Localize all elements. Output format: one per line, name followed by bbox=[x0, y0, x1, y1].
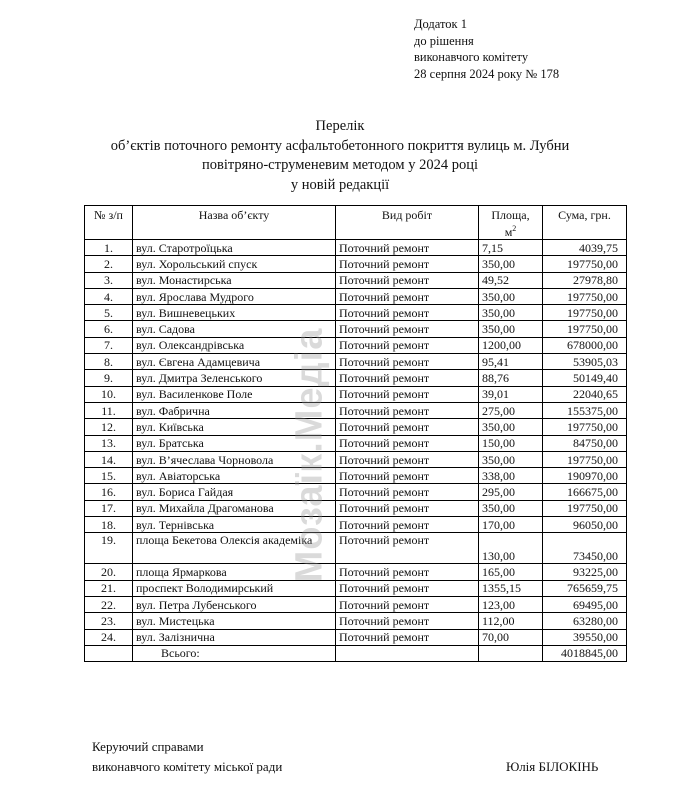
row-sum: 197750,00 bbox=[543, 419, 627, 435]
appendix-line: Додаток 1 bbox=[414, 17, 467, 31]
row-number: 8. bbox=[85, 354, 133, 370]
row-object-name: вул. Старотроїцька bbox=[133, 240, 336, 256]
row-object-name: вул. Тернівська bbox=[133, 517, 336, 533]
row-number: 2. bbox=[85, 256, 133, 272]
row-number: 7. bbox=[85, 337, 133, 353]
table-row bbox=[85, 580, 627, 596]
row-sum: 84750,00 bbox=[543, 435, 627, 451]
row-object-name: вул. Київська bbox=[133, 419, 336, 435]
row-number: 23. bbox=[85, 613, 133, 629]
row-object-name: вул. Олександрівська bbox=[133, 337, 336, 353]
row-work-type: Поточний ремонт bbox=[336, 370, 479, 386]
header-area-sup: 2 bbox=[512, 224, 517, 233]
row-area: 350,00 bbox=[479, 451, 543, 467]
row-number: 18. bbox=[85, 517, 133, 533]
row-object-name: вул. Фабрична bbox=[133, 402, 336, 418]
row-sum: 4039,75 bbox=[543, 240, 627, 256]
row-area: 338,00 bbox=[479, 468, 543, 484]
header-area bbox=[479, 206, 543, 240]
row-number: 12. bbox=[85, 419, 133, 435]
row-object-name: вул. Дмитра Зеленського bbox=[133, 370, 336, 386]
appendix-line: до рішення bbox=[414, 33, 474, 48]
row-object-name: вул. Ярослава Мудрого bbox=[133, 288, 336, 304]
row-object-name: вул. Мистецька bbox=[133, 613, 336, 629]
row-work-type: Поточний ремонт bbox=[336, 613, 479, 629]
row-sum: 197750,00 bbox=[543, 451, 627, 467]
row-area: 1355,15 bbox=[479, 580, 543, 596]
row-sum: 765659,75 bbox=[543, 580, 627, 596]
row-area: 295,00 bbox=[479, 484, 543, 500]
table-row bbox=[85, 500, 627, 516]
row-sum: 96050,00 bbox=[543, 517, 627, 533]
table-row bbox=[85, 613, 627, 629]
row-area: 49,52 bbox=[479, 272, 543, 288]
table-row bbox=[85, 272, 627, 288]
row-area: 7,15 bbox=[479, 240, 543, 256]
row-sum: 197750,00 bbox=[543, 288, 627, 304]
row-area: 70,00 bbox=[479, 629, 543, 645]
row-area: 112,00 bbox=[479, 613, 543, 629]
appendix-line: 28 серпня 2024 року № 178 bbox=[414, 66, 560, 81]
row-number: 16. bbox=[85, 484, 133, 500]
table-header-row bbox=[85, 206, 627, 240]
total-row bbox=[85, 645, 627, 661]
table-row bbox=[85, 451, 627, 467]
row-sum: 197750,00 bbox=[543, 500, 627, 516]
row-sum: 155375,00 bbox=[543, 402, 627, 418]
row-sum: 27978,80 bbox=[543, 272, 627, 288]
table-row bbox=[85, 402, 627, 418]
appendix-block bbox=[414, 16, 559, 82]
row-area: 350,00 bbox=[479, 321, 543, 337]
watermark: Мозаїк.Медіа bbox=[288, 327, 331, 583]
row-number: 20. bbox=[85, 564, 133, 580]
row-area: 39,01 bbox=[479, 386, 543, 402]
header-sum: Сума, грн. bbox=[543, 206, 627, 240]
row-number: 14. bbox=[85, 451, 133, 467]
row-number: 5. bbox=[85, 305, 133, 321]
row-object-name: вул. Садова bbox=[133, 321, 336, 337]
row-sum: 678000,00 bbox=[543, 337, 627, 353]
row-number: 11. bbox=[85, 402, 133, 418]
row-area: 95,41 bbox=[479, 354, 543, 370]
table-row bbox=[85, 484, 627, 500]
row-sum: 22040,65 bbox=[543, 386, 627, 402]
signer-name: Юлія БІЛОКІНЬ bbox=[506, 759, 599, 774]
row-object-name: площа Бекетова Олексія академіка bbox=[133, 533, 336, 564]
row-work-type: Поточний ремонт bbox=[336, 240, 479, 256]
row-number: 24. bbox=[85, 629, 133, 645]
row-sum: 50149,40 bbox=[543, 370, 627, 386]
title-line: у новій редакції bbox=[290, 176, 390, 193]
table-row bbox=[85, 564, 627, 580]
row-sum: 39550,00 bbox=[543, 629, 627, 645]
table-row bbox=[85, 321, 627, 337]
row-object-name: вул. Хорольський спуск bbox=[133, 256, 336, 272]
table-row bbox=[85, 596, 627, 612]
total-sum: 4018845,00 bbox=[543, 645, 627, 661]
row-sum: 197750,00 bbox=[543, 256, 627, 272]
title-line: повітряно-струменевим методом у 2024 році bbox=[202, 157, 478, 173]
row-area: 130,00 bbox=[479, 533, 543, 564]
row-number: 4. bbox=[85, 288, 133, 304]
row-work-type: Поточний ремонт bbox=[336, 484, 479, 500]
row-area: 350,00 bbox=[479, 419, 543, 435]
table-body bbox=[85, 240, 627, 662]
table-row bbox=[85, 468, 627, 484]
row-area: 350,00 bbox=[479, 305, 543, 321]
row-object-name: вул. Братська bbox=[133, 435, 336, 451]
row-number: 9. bbox=[85, 370, 133, 386]
row-sum: 93225,00 bbox=[543, 564, 627, 580]
row-number: 15. bbox=[85, 468, 133, 484]
row-work-type: Поточний ремонт bbox=[336, 533, 479, 564]
row-work-type: Поточний ремонт bbox=[336, 468, 479, 484]
row-object-name: вул. Бориса Гайдая bbox=[133, 484, 336, 500]
row-number: 19. bbox=[85, 533, 133, 564]
row-object-name: вул. Залізнична bbox=[133, 629, 336, 645]
row-work-type: Поточний ремонт bbox=[336, 419, 479, 435]
table-row bbox=[85, 305, 627, 321]
header-name: Назва об’єкту bbox=[133, 206, 336, 240]
total-label: Всього: bbox=[133, 645, 336, 661]
row-work-type: Поточний ремонт bbox=[336, 402, 479, 418]
row-work-type: Поточний ремонт bbox=[336, 517, 479, 533]
table-row bbox=[85, 354, 627, 370]
row-work-type: Поточний ремонт bbox=[336, 500, 479, 516]
row-work-type: Поточний ремонт bbox=[336, 321, 479, 337]
row-number: 21. bbox=[85, 580, 133, 596]
row-sum: 197750,00 bbox=[543, 305, 627, 321]
total-work bbox=[336, 645, 479, 661]
row-number: 10. bbox=[85, 386, 133, 402]
row-object-name: вул. Василенкове Поле bbox=[133, 386, 336, 402]
row-area: 275,00 bbox=[479, 402, 543, 418]
table-row bbox=[85, 629, 627, 645]
row-work-type: Поточний ремонт bbox=[336, 629, 479, 645]
appendix-line: виконавчого комітету bbox=[414, 50, 529, 64]
row-work-type: Поточний ремонт bbox=[336, 596, 479, 612]
row-object-name: вул. Петра Лубенського bbox=[133, 596, 336, 612]
row-area: 170,00 bbox=[479, 517, 543, 533]
header-area-label: Площа, bbox=[491, 208, 530, 222]
header-area-unit: м bbox=[504, 225, 513, 239]
row-number: 1. bbox=[85, 240, 133, 256]
table-row bbox=[85, 419, 627, 435]
row-area: 1200,00 bbox=[479, 337, 543, 353]
table-row bbox=[85, 370, 627, 386]
row-work-type: Поточний ремонт bbox=[336, 435, 479, 451]
row-object-name: вул. Євгена Адамцевича bbox=[133, 354, 336, 370]
row-number: 13. bbox=[85, 435, 133, 451]
row-sum: 63280,00 bbox=[543, 613, 627, 629]
row-object-name: вул. Михайла Драгоманова bbox=[133, 500, 336, 516]
table-row bbox=[85, 435, 627, 451]
row-area: 123,00 bbox=[479, 596, 543, 612]
footer-line: виконавчого комітету міської ради bbox=[92, 759, 283, 774]
row-sum: 197750,00 bbox=[543, 321, 627, 337]
row-sum: 166675,00 bbox=[543, 484, 627, 500]
objects-table bbox=[84, 205, 627, 662]
row-work-type: Поточний ремонт bbox=[336, 337, 479, 353]
title-line: Перелік bbox=[315, 118, 365, 134]
row-object-name: вул. Вишневецьких bbox=[133, 305, 336, 321]
row-sum: 190970,00 bbox=[543, 468, 627, 484]
row-area: 165,00 bbox=[479, 564, 543, 580]
row-number: 6. bbox=[85, 321, 133, 337]
row-object-name: площа Ярмаркова bbox=[133, 564, 336, 580]
row-work-type: Поточний ремонт bbox=[336, 451, 479, 467]
row-area: 350,00 bbox=[479, 500, 543, 516]
table-row bbox=[85, 533, 627, 564]
row-number: 22. bbox=[85, 596, 133, 612]
table-row bbox=[85, 386, 627, 402]
row-area: 350,00 bbox=[479, 288, 543, 304]
row-work-type: Поточний ремонт bbox=[336, 288, 479, 304]
footer-line: Керуючий справами bbox=[92, 739, 204, 754]
row-object-name: вул. Авіаторська bbox=[133, 468, 336, 484]
row-sum: 69495,00 bbox=[543, 596, 627, 612]
table-row bbox=[85, 517, 627, 533]
row-work-type: Поточний ремонт bbox=[336, 354, 479, 370]
row-area: 150,00 bbox=[479, 435, 543, 451]
row-object-name: проспект Володимирський bbox=[133, 580, 336, 596]
row-object-name: вул. В’ячеслава Чорновола bbox=[133, 451, 336, 467]
table-row bbox=[85, 288, 627, 304]
row-object-name: вул. Монастирська bbox=[133, 272, 336, 288]
table-row bbox=[85, 337, 627, 353]
table-row bbox=[85, 240, 627, 256]
total-num bbox=[85, 645, 133, 661]
document-title bbox=[0, 117, 680, 195]
row-work-type: Поточний ремонт bbox=[336, 386, 479, 402]
row-sum: 53905,03 bbox=[543, 354, 627, 370]
row-area: 350,00 bbox=[479, 256, 543, 272]
row-work-type: Поточний ремонт bbox=[336, 580, 479, 596]
row-area: 88,76 bbox=[479, 370, 543, 386]
row-work-type: Поточний ремонт bbox=[336, 305, 479, 321]
row-sum: 73450,00 bbox=[543, 533, 627, 564]
row-work-type: Поточний ремонт bbox=[336, 272, 479, 288]
table-row bbox=[85, 256, 627, 272]
row-number: 3. bbox=[85, 272, 133, 288]
row-work-type: Поточний ремонт bbox=[336, 564, 479, 580]
footer-block bbox=[92, 737, 282, 777]
header-work: Вид робіт bbox=[336, 206, 479, 240]
row-work-type: Поточний ремонт bbox=[336, 256, 479, 272]
title-line: об’єктів поточного ремонту асфальтобетонного покриття вулиць м. Лубни bbox=[110, 137, 570, 154]
row-number: 17. bbox=[85, 500, 133, 516]
header-num: № з/п bbox=[85, 206, 133, 240]
total-area bbox=[479, 645, 543, 661]
